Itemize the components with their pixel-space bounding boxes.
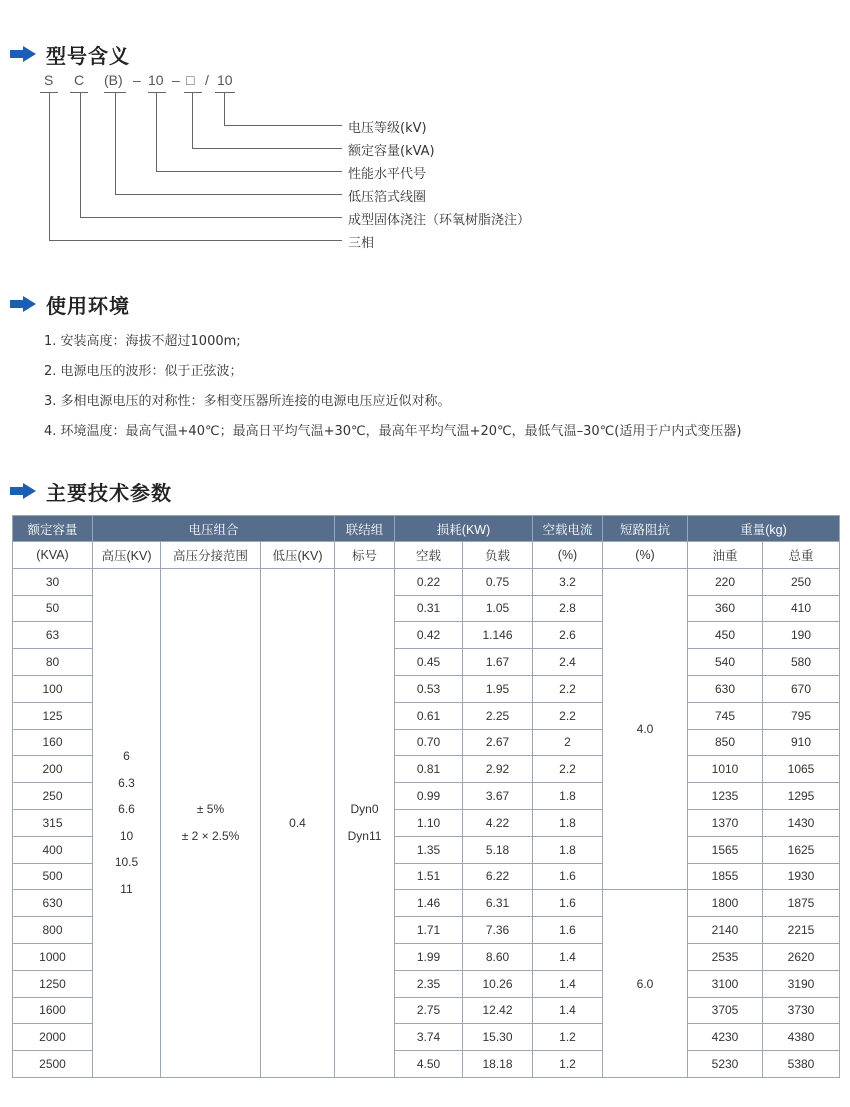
- cell-capacity: 1600: [13, 997, 93, 1024]
- cell-noload-current: 1.2: [533, 1051, 603, 1078]
- leader-line: [156, 171, 342, 172]
- cell-capacity: 200: [13, 756, 93, 783]
- cell-load-loss: 15.30: [463, 1024, 533, 1051]
- cell-noload-current: 1.8: [533, 836, 603, 863]
- cell-oil-weight: 220: [688, 568, 763, 595]
- cell-load-loss: 1.67: [463, 649, 533, 676]
- cell-load-loss: 2.92: [463, 756, 533, 783]
- cell-noload-loss: 0.42: [395, 622, 463, 649]
- cell-total-weight: 4380: [763, 1024, 840, 1051]
- code-char-c: C: [74, 72, 85, 88]
- legend-rated-capacity: 额定容量(kVA): [348, 144, 435, 159]
- cell-capacity: 630: [13, 890, 93, 917]
- cell-impedance-a: 4.0: [603, 568, 688, 890]
- sub-pct-impedance: (%): [603, 542, 688, 569]
- cell-capacity: 1000: [13, 943, 93, 970]
- group-value: Dyn11: [347, 828, 382, 843]
- tap-value: ± 5%: [196, 802, 225, 817]
- cell-noload-loss: 0.31: [395, 595, 463, 622]
- cell-load-loss: 12.42: [463, 997, 533, 1024]
- cell-total-weight: 1065: [763, 756, 840, 783]
- legend-performance-code: 性能水平代号: [348, 167, 427, 182]
- cell-noload-loss: 0.70: [395, 729, 463, 756]
- cell-noload-loss: 3.74: [395, 1024, 463, 1051]
- cell-load-loss: 5.18: [463, 836, 533, 863]
- cell-capacity: 30: [13, 568, 93, 595]
- cell-load-loss: 1.95: [463, 675, 533, 702]
- cell-noload-current: 3.2: [533, 568, 603, 595]
- cell-capacity: 250: [13, 783, 93, 810]
- cell-total-weight: 1625: [763, 836, 840, 863]
- cell-total-weight: 1430: [763, 809, 840, 836]
- cell-load-loss: 10.26: [463, 970, 533, 997]
- hv-value: 6: [123, 749, 130, 764]
- cell-load-loss: 7.36: [463, 917, 533, 944]
- cell-load-loss: 6.31: [463, 890, 533, 917]
- cell-oil-weight: 1855: [688, 863, 763, 890]
- cell-total-weight: 5380: [763, 1051, 840, 1078]
- cell-oil-weight: 3705: [688, 997, 763, 1024]
- cell-capacity: 400: [13, 836, 93, 863]
- cell-noload-current: 1.2: [533, 1024, 603, 1051]
- code-underline: [148, 92, 166, 93]
- leader-line: [192, 93, 193, 148]
- cell-capacity: 2000: [13, 1024, 93, 1051]
- leader-line: [224, 93, 225, 125]
- arrow-right-icon: [10, 296, 36, 312]
- cell-oil-weight: 1010: [688, 756, 763, 783]
- legend-voltage-class: 电压等级(kV): [348, 121, 427, 136]
- hv-value: 10: [119, 828, 134, 843]
- leader-line: [80, 217, 342, 218]
- cell-noload-loss: 4.50: [395, 1051, 463, 1078]
- cell-oil-weight: 5230: [688, 1051, 763, 1078]
- cell-total-weight: 1295: [763, 783, 840, 810]
- cell-noload-current: 1.6: [533, 917, 603, 944]
- cell-load-loss: 4.22: [463, 809, 533, 836]
- legend-three-phase: 三相: [348, 236, 375, 251]
- legend-cast-resin: 成型固体浇注（环氧树脂浇注）: [348, 213, 531, 228]
- cell-capacity: 2500: [13, 1051, 93, 1078]
- cell-capacity: 63: [13, 622, 93, 649]
- cell-oil-weight: 1800: [688, 890, 763, 917]
- cell-oil-weight: 630: [688, 675, 763, 702]
- cell-noload-current: 1.6: [533, 863, 603, 890]
- cell-noload-loss: 1.99: [395, 943, 463, 970]
- hv-value: 6.3: [118, 775, 135, 790]
- cell-noload-loss: 0.45: [395, 649, 463, 676]
- cell-noload-current: 2.2: [533, 675, 603, 702]
- cell-group-merged: [335, 568, 395, 1077]
- cell-oil-weight: 2535: [688, 943, 763, 970]
- code-char-b: (B): [104, 72, 123, 88]
- cell-total-weight: 2620: [763, 943, 840, 970]
- cell-oil-weight: 3100: [688, 970, 763, 997]
- code-underline: [70, 92, 88, 93]
- cell-impedance-b: 6.0: [603, 890, 688, 1078]
- cell-total-weight: 670: [763, 675, 840, 702]
- cell-noload-current: 2.6: [533, 622, 603, 649]
- leader-line: [224, 125, 342, 126]
- cell-load-loss: 2.25: [463, 702, 533, 729]
- cell-total-weight: 3190: [763, 970, 840, 997]
- col-voltage-combo: 电压组合: [93, 516, 335, 542]
- table-subheader-row: [13, 542, 840, 569]
- cell-noload-current: 1.4: [533, 997, 603, 1024]
- cell-noload-current: 2.2: [533, 702, 603, 729]
- cell-noload-current: 1.6: [533, 890, 603, 917]
- tap-value: ± 2 × 2.5%: [181, 828, 240, 843]
- env-item-waveform: 2. 电源电压的波形：似于正弦波；: [44, 364, 243, 379]
- arrow-right-icon: [10, 483, 36, 499]
- leader-line: [49, 240, 342, 241]
- cell-load-loss: 1.146: [463, 622, 533, 649]
- cell-total-weight: 795: [763, 702, 840, 729]
- cell-total-weight: 1875: [763, 890, 840, 917]
- cell-noload-loss: 0.22: [395, 568, 463, 595]
- cell-noload-current: 2: [533, 729, 603, 756]
- sub-hv: 高压(KV): [93, 542, 161, 569]
- cell-load-loss: 8.60: [463, 943, 533, 970]
- cell-oil-weight: 540: [688, 649, 763, 676]
- cell-noload-current: 1.4: [533, 943, 603, 970]
- code-underline: [184, 92, 202, 93]
- sub-kva: (KVA): [13, 542, 93, 569]
- section-heading: 使用环境: [46, 293, 130, 318]
- cell-capacity: 160: [13, 729, 93, 756]
- cell-capacity: 125: [13, 702, 93, 729]
- cell-capacity: 800: [13, 917, 93, 944]
- section-env-title: [10, 290, 130, 318]
- leader-line: [156, 93, 157, 171]
- leader-line: [80, 93, 81, 217]
- cell-load-loss: 3.67: [463, 783, 533, 810]
- legend-lv-foil-coil: 低压箔式线圈: [348, 190, 427, 205]
- cell-oil-weight: 1235: [688, 783, 763, 810]
- sub-total-weight: 总重: [763, 542, 840, 569]
- code-char-10: 10: [148, 72, 164, 88]
- cell-total-weight: 250: [763, 568, 840, 595]
- cell-total-weight: 2215: [763, 917, 840, 944]
- env-item-altitude: 1. 安装高度：海拔不超过1000m;: [44, 334, 241, 349]
- cell-noload-current: 1.8: [533, 809, 603, 836]
- cell-noload-current: 2.2: [533, 756, 603, 783]
- col-weight: 重量(kg): [688, 516, 840, 542]
- cell-noload-loss: 1.46: [395, 890, 463, 917]
- cell-load-loss: 18.18: [463, 1051, 533, 1078]
- code-underline: [215, 92, 235, 93]
- cell-noload-loss: 1.35: [395, 836, 463, 863]
- col-capacity: 额定容量: [13, 516, 93, 542]
- col-loss: 损耗(KW): [395, 516, 533, 542]
- hv-value: 10.5: [114, 855, 139, 870]
- cell-total-weight: 190: [763, 622, 840, 649]
- cell-hv-merged: [93, 568, 161, 1077]
- cell-noload-current: 2.8: [533, 595, 603, 622]
- code-char-voltage: 10: [217, 72, 233, 88]
- cell-capacity: 50: [13, 595, 93, 622]
- cell-noload-loss: 0.81: [395, 756, 463, 783]
- spec-table: [12, 515, 840, 1078]
- cell-oil-weight: 1565: [688, 836, 763, 863]
- cell-total-weight: 410: [763, 595, 840, 622]
- cell-noload-current: 2.4: [533, 649, 603, 676]
- cell-noload-loss: 1.10: [395, 809, 463, 836]
- hv-value: 11: [120, 881, 133, 896]
- cell-total-weight: 580: [763, 649, 840, 676]
- section-model-title: [10, 40, 130, 68]
- cell-oil-weight: 2140: [688, 917, 763, 944]
- sub-noload: 空载: [395, 542, 463, 569]
- cell-oil-weight: 450: [688, 622, 763, 649]
- leader-line: [49, 93, 50, 240]
- env-item-symmetry: 3. 多相电源电压的对称性：多相变压器所连接的电源电压应近似对称。: [44, 394, 451, 409]
- cell-oil-weight: 360: [688, 595, 763, 622]
- cell-capacity: 315: [13, 809, 93, 836]
- leader-line: [115, 194, 342, 195]
- code-char-box: □: [186, 72, 195, 88]
- cell-noload-loss: 0.61: [395, 702, 463, 729]
- sub-label: 标号: [335, 542, 395, 569]
- arrow-right-icon: [10, 46, 36, 62]
- env-item-temperature: 4. 环境温度：最高气温+40℃；最高日平均气温+30℃，最高年平均气温+20℃，最低气温–30℃(适用于户内式变压器): [44, 424, 742, 439]
- cell-load-loss: 0.75: [463, 568, 533, 595]
- cell-noload-current: 1.8: [533, 783, 603, 810]
- col-impedance: 短路阻抗: [603, 516, 688, 542]
- cell-lv-merged: 0.4: [261, 568, 335, 1077]
- table-header-row: [13, 516, 840, 542]
- leader-line: [192, 148, 342, 149]
- code-char-s: S: [44, 72, 54, 88]
- cell-noload-current: 1.4: [533, 970, 603, 997]
- sub-oil-weight: 油重: [688, 542, 763, 569]
- cell-noload-loss: 1.71: [395, 917, 463, 944]
- cell-noload-loss: 2.75: [395, 997, 463, 1024]
- col-noload-current: 空载电流: [533, 516, 603, 542]
- cell-capacity: 100: [13, 675, 93, 702]
- cell-oil-weight: 4230: [688, 1024, 763, 1051]
- cell-noload-loss: 0.99: [395, 783, 463, 810]
- col-vector-group: 联结组: [335, 516, 395, 542]
- cell-capacity: 80: [13, 649, 93, 676]
- sub-tap-range: 高压分接范围: [161, 542, 261, 569]
- cell-tap-merged: [161, 568, 261, 1077]
- cell-load-loss: 6.22: [463, 863, 533, 890]
- code-char-dash: –: [133, 72, 141, 88]
- sub-lv: 低压(KV): [261, 542, 335, 569]
- cell-load-loss: 1.05: [463, 595, 533, 622]
- hv-value: 6.6: [118, 802, 135, 817]
- cell-oil-weight: 1370: [688, 809, 763, 836]
- cell-oil-weight: 745: [688, 702, 763, 729]
- code-char-dash2: –: [172, 72, 180, 88]
- leader-line: [115, 93, 116, 194]
- cell-capacity: 500: [13, 863, 93, 890]
- section-heading: 主要技术参数: [46, 480, 172, 505]
- cell-capacity: 1250: [13, 970, 93, 997]
- cell-noload-loss: 2.35: [395, 970, 463, 997]
- cell-load-loss: 2.67: [463, 729, 533, 756]
- cell-total-weight: 910: [763, 729, 840, 756]
- table-row: [13, 568, 840, 595]
- code-char-slash: /: [205, 72, 209, 88]
- cell-total-weight: 1930: [763, 863, 840, 890]
- section-params-title: [10, 477, 172, 505]
- sub-pct-current: (%): [533, 542, 603, 569]
- sub-load: 负载: [463, 542, 533, 569]
- cell-noload-loss: 1.51: [395, 863, 463, 890]
- cell-noload-loss: 0.53: [395, 675, 463, 702]
- cell-total-weight: 3730: [763, 997, 840, 1024]
- group-value: Dyn0: [350, 802, 379, 817]
- cell-oil-weight: 850: [688, 729, 763, 756]
- table-body: [13, 568, 840, 1077]
- section-heading: 型号含义: [46, 43, 130, 68]
